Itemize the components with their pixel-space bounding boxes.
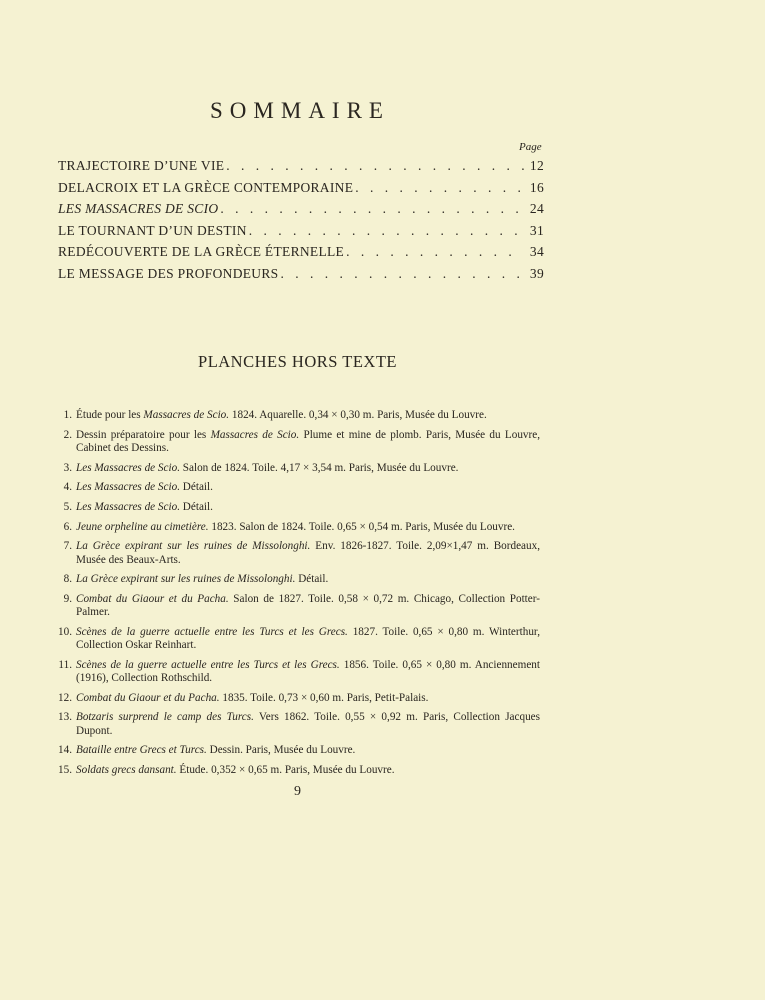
plate-details: Étude. 0,352 × 0,65 m. Paris, Musée du Louvre. [176,764,395,777]
toc-entry-page: 12 [529,158,544,173]
toc-entry [58,158,544,180]
plate-entry [48,692,540,705]
plate-details: 1856. Toile. 0,65 × 0,80 m. Anciennement (1916), Collection Rothschild. [76,658,540,685]
plate-entry [48,409,540,422]
toc-entry-label: LE TOURNANT D’UN DESTIN [58,222,247,238]
plate-work-title: Massacres de Scio. [210,428,300,441]
plate-details: Vers 1862. Toile. 0,55 × 0,92 m. Paris, Collection Jacques Dupont. [76,711,540,737]
plate-number: 13. [58,711,72,724]
plate-number: 12. [58,691,72,704]
plate-details: 1835. Toile. 0,73 × 0,60 m. Paris, Petit-Palais. [219,691,429,704]
toc-entry [58,266,544,288]
plate-details: Détail. [180,501,213,514]
plate-work-title: Soldats grecs dansant. [76,764,177,777]
plate-entry [48,521,540,534]
plate-details: 1827. Toile. 0,65 × 0,80 m. Winterthur, Collection Oskar Reinhart. [76,625,540,652]
plate-number: 6. [63,520,72,533]
plate-details: Env. 1826-1827. Toile. 2,09×1,47 m. Bordeaux, Musée des Beaux-Arts. [76,540,540,566]
dot-leader [226,158,524,174]
plate-work-title: La Grèce expirant sur les ruines de Missolonghi. [76,573,296,586]
toc-entry-label: REDÉCOUVERTE DE LA GRÈCE ÉTERNELLE [58,244,345,260]
dot-leader [249,223,524,239]
page-title: SOMMAIRE [210,98,390,123]
toc-entry [58,244,544,266]
toc-entry-page: 39 [529,265,544,281]
plate-entry [48,429,540,455]
plate-description [76,764,540,777]
plate-entry [48,593,540,619]
plate-entry [48,626,540,652]
plate-entry [48,540,540,566]
toc-entry [58,201,544,223]
dot-leader [280,266,523,282]
plate-entry [48,462,540,475]
plate-number: 9. [63,593,72,606]
page-column-label: Page [519,141,542,153]
plate-work-title: Scènes de la guerre actuelle entre les Turcs et les Grecs. [76,625,348,638]
plate-number: 8. [63,573,72,586]
plate-description [76,540,540,566]
plate-description [76,659,540,685]
toc-entry-page: 31 [529,222,544,238]
plate-description [76,692,540,705]
plate-entry [48,764,540,777]
plate-details: Salon de 1824. Toile. 4,17 × 3,54 m. Paris, Musée du Louvre. [180,461,459,474]
toc-entry-page: 16 [529,179,544,195]
plate-details: Détail. [180,481,213,494]
dot-leader [220,201,523,217]
table-of-contents [58,158,544,288]
plate-description [76,521,540,534]
plate-number: 15. [58,764,72,777]
plate-work-title: Jeune orpheline au cimetière. [76,520,209,533]
plate-description [76,409,540,422]
plate-work-title: Les Massacres de Scio. [76,461,180,474]
plate-work-title: Combat du Giaour et du Pacha. [76,593,229,606]
plate-number: 4. [63,481,72,494]
plate-work-title: Les Massacres de Scio. [76,481,180,494]
plate-entry [48,711,540,737]
plate-description [76,593,540,619]
plate-description [76,626,540,652]
plates-list [48,409,540,784]
plate-description [76,501,540,514]
plate-number: 10. [58,625,72,638]
toc-entry-label: TRAJECTOIRE D’UNE VIE [58,158,225,173]
plate-details: Salon de 1827. Toile. 0,58 × 0,72 m. Chicago, Collection Potter-Palmer. [76,593,540,619]
dot-leader [346,244,524,260]
plate-number: 5. [63,501,72,514]
toc-entry [58,180,544,202]
plate-number: 1. [63,409,72,421]
plate-description [76,429,540,455]
plate-number: 11. [58,658,72,671]
plate-work-title: Combat du Giaour et du Pacha. [76,691,220,704]
plate-details: Détail. [295,573,329,586]
plate-details: 1823. Salon de 1824. Toile. 0,65 × 0,54 m. Paris, Musée du Louvre. [208,520,515,533]
toc-entry-page: 34 [529,244,544,260]
plate-entry [48,744,540,757]
plate-entry [48,659,540,685]
toc-entry-label: DELACROIX ET LA GRÈCE CONTEMPORAINE [58,179,354,195]
plate-details: Plume et mine de plomb. Paris, Musée du Louvre, Cabinet des Dessins. [76,428,540,454]
toc-entry [58,223,544,245]
plate-work-title: Scènes de la guerre actuelle entre les Turcs et les Grecs. [76,658,340,671]
plate-entry [48,573,540,586]
plate-details: Dessin. Paris, Musée du Louvre. [206,744,356,757]
toc-entry-page: 24 [529,201,544,217]
plate-details: 1824. Aquarelle. 0,34 × 0,30 m. Paris, Musée du Louvre. [229,409,487,421]
plate-description [76,481,540,494]
plate-entry [48,501,540,514]
dot-leader [355,180,524,196]
plates-section-title: PLANCHES HORS TEXTE [198,352,397,371]
plate-number: 14. [58,744,72,757]
plate-number: 3. [63,461,72,474]
plate-entry [48,481,540,494]
plate-number: 7. [63,540,72,553]
toc-entry-label: LES MASSACRES DE SCIO [58,201,219,217]
plate-work-title: La Grèce expirant sur les ruines de Missolonghi. [76,540,311,553]
plate-description [76,711,540,737]
plate-work-title: Les Massacres de Scio. [76,501,180,514]
plate-description [76,573,540,586]
plate-work-title: Bataille entre Grecs et Turcs. [76,744,207,757]
plate-text: Étude pour les [76,409,144,421]
plate-text: Dessin préparatoire pour les [76,428,211,441]
plate-description [76,744,540,757]
plate-work-title: Botzaris surprend le camp des Turcs. [76,711,254,724]
page-number: 9 [294,784,301,799]
plate-work-title: Massacres de Scio. [143,409,230,421]
plate-number: 2. [63,428,72,441]
plate-description [76,462,540,475]
toc-entry-label: LE MESSAGE DES PROFONDEURS [58,265,279,281]
